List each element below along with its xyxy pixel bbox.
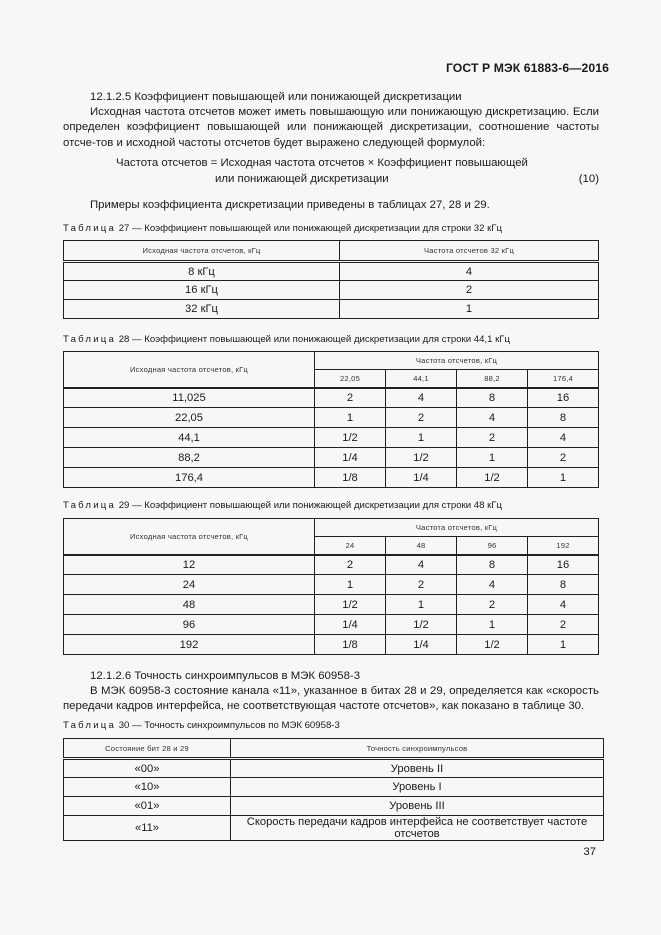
table-cell: 1/2 [315, 595, 386, 615]
table-row [64, 408, 599, 428]
table-cell: 2 [386, 575, 457, 595]
table-cell: 176,4 [64, 468, 315, 488]
table-cell: 1/8 [315, 468, 386, 488]
table-cell: 2 [528, 615, 599, 635]
section-paragraph-12-1-2-6: В МЭК 60958-3 состояние канала «11», указанное в битах 28 и 29, определяется как «скорость передачи кадров интерфейса, не соответствующая частоте отсчетов», как показано в таблице 30. [63, 685, 599, 713]
table-cell: 16 кГц [64, 281, 340, 300]
table-cell: 1 [315, 408, 386, 428]
table-cell: 1 [528, 635, 599, 655]
group-header: Частота отсчетов, кГц [315, 519, 599, 537]
table-29 [63, 518, 599, 655]
table-30-caption-prefix: Таблица [63, 720, 117, 731]
table-cell: «01» [64, 797, 231, 816]
table-cell: Скорость передачи кадров интерфейса не соответствует частоте отсчетов [231, 816, 604, 841]
group-header: Частота отсчетов, кГц [315, 352, 599, 370]
table-row [64, 816, 604, 841]
column-header: Частота отсчетов 32 кГц [340, 241, 599, 262]
table-row [64, 575, 599, 595]
table-cell: 2 [457, 428, 528, 448]
table-cell: 1/4 [386, 468, 457, 488]
table-row [64, 595, 599, 615]
table-cell: 32 кГц [64, 300, 340, 319]
table-cell: 8 [528, 575, 599, 595]
table-28-caption-text: 28 — Коэффициент повышающей или понижающей дискретизации для строки 44,1 кГц [118, 334, 510, 345]
table-row [64, 555, 599, 575]
table-cell: «11» [64, 816, 231, 841]
table-cell: 22,05 [64, 408, 315, 428]
row-header: Исходная частота отсчетов, кГц [64, 519, 315, 555]
table-cell: 4 [457, 575, 528, 595]
table-row [64, 635, 599, 655]
table-cell: 24 [64, 575, 315, 595]
table-30-caption-text: 30 — Точность синхроимпульсов по МЭК 60958-3 [118, 720, 340, 731]
table-cell: 11,025 [64, 388, 315, 408]
table-cell: 8 [457, 388, 528, 408]
table-header-row [64, 352, 599, 370]
table-cell: 4 [386, 388, 457, 408]
table-row [64, 797, 604, 816]
table-27 [63, 240, 599, 319]
section-paragraph-12-1-2-5: Исходная частота отсчетов может иметь повышающую или понижающую дискретизацию. Если определен коэффициент повышающей или понижающей дискретизации, соотношение частоты отсче-тов и исходной частоты отсчетов будет выражено следующей формулой: [63, 106, 599, 149]
table-cell: 2 [340, 281, 599, 300]
table-cell: 2 [457, 595, 528, 615]
table-cell: 1/8 [315, 635, 386, 655]
table-cell: 8 [457, 555, 528, 575]
table-cell: 96 [64, 615, 315, 635]
table-cell: Уровень II [231, 759, 604, 778]
table-cell: 2 [315, 555, 386, 575]
table-29-caption-prefix: Таблица [63, 500, 117, 511]
table-cell: Уровень III [231, 797, 604, 816]
column-header: 48 [386, 537, 457, 555]
table-cell: 1/2 [315, 428, 386, 448]
table-30 [63, 738, 604, 841]
table-row [64, 428, 599, 448]
table-cell: 4 [528, 428, 599, 448]
table-cell: 1 [315, 575, 386, 595]
table-cell: 48 [64, 595, 315, 615]
table-cell: 44,1 [64, 428, 315, 448]
table-28 [63, 351, 599, 488]
page-number: 37 [583, 846, 596, 858]
formula-line-2: или понижающей дискретизации [215, 172, 389, 185]
column-header: Состояние бит 28 и 29 [64, 739, 231, 759]
table-cell: «00» [64, 759, 231, 778]
table-cell: 1 [528, 468, 599, 488]
table-cell: 4 [386, 555, 457, 575]
table-30-caption [63, 720, 340, 732]
section-title-12-1-2-5: 12.1.2.5 Коэффициент повышающей или понижающей дискретизации [90, 91, 462, 103]
table-cell: 1/4 [386, 635, 457, 655]
table-cell: 1 [386, 428, 457, 448]
table-row [64, 759, 604, 778]
table-cell: 1 [457, 615, 528, 635]
column-header: 44,1 [386, 370, 457, 388]
table-cell: 1/2 [457, 635, 528, 655]
examples-sentence: Примеры коэффициента дискретизации приведены в таблицах 27, 28 и 29. [90, 199, 490, 211]
section-title-12-1-2-6: 12.1.2.6 Точность синхроимпульсов в МЭК 60958-3 [90, 670, 361, 682]
column-header: Точность синхроимпульсов [231, 739, 604, 759]
table-row [64, 448, 599, 468]
table-29-caption [63, 500, 502, 512]
table-row [64, 778, 604, 797]
table-cell: 192 [64, 635, 315, 655]
table-28-caption-prefix: Таблица [63, 334, 117, 345]
table-header-row [64, 739, 604, 759]
column-header: 176,4 [528, 370, 599, 388]
formula-line-1: Частота отсчетов = Исходная частота отсчетов × Коэффициент повышающей [116, 157, 528, 169]
table-cell: 8 [528, 408, 599, 428]
table-row [64, 388, 599, 408]
table-cell: 4 [340, 262, 599, 281]
column-header: 192 [528, 537, 599, 555]
table-cell: 1/4 [315, 615, 386, 635]
table-27-caption [63, 223, 502, 235]
table-28-caption [63, 334, 510, 346]
table-27-caption-text: 27 — Коэффициент повышающей или понижающей дискретизации для строки 32 кГц [118, 223, 502, 234]
table-cell: 16 [528, 555, 599, 575]
table-cell: 1 [457, 448, 528, 468]
table-cell: 2 [386, 408, 457, 428]
table-row [64, 300, 599, 319]
table-cell: 16 [528, 388, 599, 408]
column-header: 24 [315, 537, 386, 555]
table-cell: 2 [315, 388, 386, 408]
table-cell: 4 [528, 595, 599, 615]
column-header: 96 [457, 537, 528, 555]
row-header: Исходная частота отсчетов, кГц [64, 352, 315, 388]
table-row [64, 281, 599, 300]
table-cell: 1/4 [315, 448, 386, 468]
table-cell: 1/2 [457, 468, 528, 488]
table-header-row [64, 519, 599, 537]
table-cell: «10» [64, 778, 231, 797]
table-27-caption-prefix: Таблица [63, 223, 117, 234]
table-cell: 1 [340, 300, 599, 319]
table-cell: 1 [386, 595, 457, 615]
table-row [64, 468, 599, 488]
table-row [64, 615, 599, 635]
formula-10 [63, 156, 599, 188]
table-29-caption-text: 29 — Коэффициент повышающей или понижающей дискретизации для строки 48 кГц [118, 500, 502, 511]
table-cell: Уровень I [231, 778, 604, 797]
table-cell: 1/2 [386, 448, 457, 468]
table-cell: 4 [457, 408, 528, 428]
table-cell: 8 кГц [64, 262, 340, 281]
table-cell: 1/2 [386, 615, 457, 635]
formula-number: (10) [578, 172, 599, 185]
column-header: Исходная частота отсчетов, кГц [64, 241, 340, 262]
table-header-row [64, 241, 599, 262]
column-header: 88,2 [457, 370, 528, 388]
document-code-header: ГОСТ Р МЭК 61883-6—2016 [445, 61, 609, 75]
table-cell: 2 [528, 448, 599, 468]
table-cell: 12 [64, 555, 315, 575]
table-row [64, 262, 599, 281]
column-header: 22,05 [315, 370, 386, 388]
table-cell: 88,2 [64, 448, 315, 468]
